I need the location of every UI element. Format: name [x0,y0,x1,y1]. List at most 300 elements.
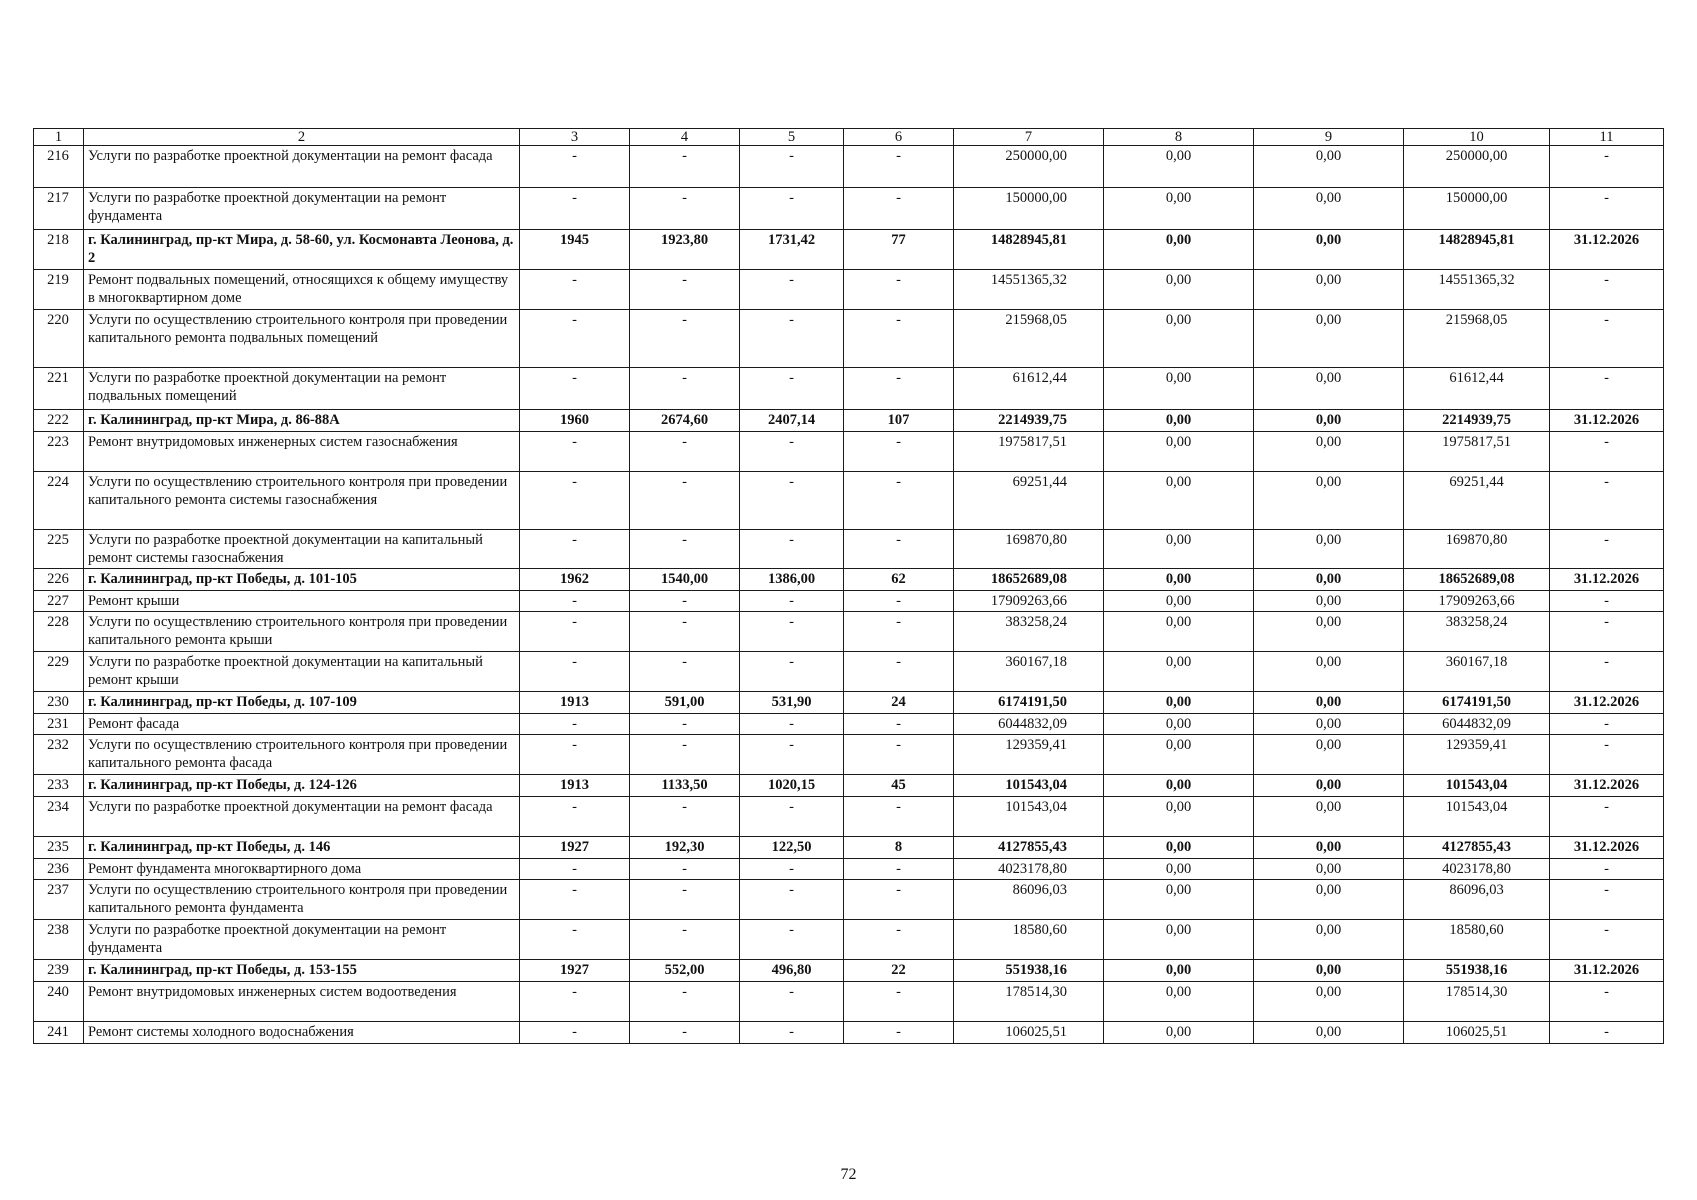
cell-residents: - [844,880,954,920]
cell-fund-1: 0,00 [1104,472,1254,530]
cell-cost-total: 178514,30 [954,982,1104,1022]
cell-living-area: - [740,368,844,410]
cell-total-area: - [630,612,740,652]
cell-year: 1913 [520,692,630,714]
work-name: г. Калининград, пр-кт Победы, д. 101-105 [84,569,520,591]
cell-fund-2: 0,00 [1254,775,1404,797]
cell-fund-1: 0,00 [1104,880,1254,920]
cell-cost-total: 4127855,43 [954,837,1104,859]
cell-fund-1: 0,00 [1104,920,1254,960]
cell-year: - [520,859,630,880]
cell-fund-1: 0,00 [1104,735,1254,775]
cell-owners-funds: 129359,41 [1404,735,1550,775]
cell-cost-total: 86096,03 [954,880,1104,920]
cell-total-area: 192,30 [630,837,740,859]
cell-fund-1: 0,00 [1104,432,1254,472]
cell-fund-1: 0,00 [1104,612,1254,652]
work-name: Услуги по разработке проектной документации на ремонт фасада [84,146,520,188]
row-number: 226 [34,569,84,591]
work-name: Услуги по осуществлению строительного контроля при проведении капитального ремонта подвальных помещений [84,310,520,368]
cell-living-area: 122,50 [740,837,844,859]
cell-living-area: 1020,15 [740,775,844,797]
cell-residents: 22 [844,960,954,982]
cell-residents: - [844,982,954,1022]
cell-living-area: - [740,859,844,880]
cell-deadline: - [1550,432,1664,472]
cell-fund-2: 0,00 [1254,472,1404,530]
work-name: Ремонт внутридомовых инженерных систем водоотведения [84,982,520,1022]
work-row [34,735,1664,775]
cell-total-area: - [630,982,740,1022]
cell-fund-2: 0,00 [1254,368,1404,410]
cell-total-area: 1923,80 [630,230,740,270]
cell-total-area: - [630,652,740,692]
cell-residents: - [844,530,954,569]
cell-fund-1: 0,00 [1104,692,1254,714]
cell-year: 1945 [520,230,630,270]
cell-fund-1: 0,00 [1104,714,1254,735]
cell-deadline: 31.12.2026 [1550,230,1664,270]
work-name: г. Калининград, пр-кт Победы, д. 107-109 [84,692,520,714]
row-number: 238 [34,920,84,960]
cell-fund-2: 0,00 [1254,188,1404,230]
cell-fund-1: 0,00 [1104,982,1254,1022]
cell-year: 1927 [520,960,630,982]
address-row [34,837,1664,859]
cell-fund-2: 0,00 [1254,1022,1404,1044]
cell-fund-2: 0,00 [1254,735,1404,775]
work-row [34,714,1664,735]
cell-year: - [520,880,630,920]
cell-owners-funds: 150000,00 [1404,188,1550,230]
address-row [34,775,1664,797]
cell-total-area: - [630,270,740,310]
cell-fund-2: 0,00 [1254,432,1404,472]
table-body [34,129,1664,1044]
row-number: 240 [34,982,84,1022]
cell-residents: - [844,188,954,230]
row-number: 233 [34,775,84,797]
row-number: 225 [34,530,84,569]
cell-owners-funds: 101543,04 [1404,775,1550,797]
cell-total-area: - [630,530,740,569]
row-number: 224 [34,472,84,530]
cell-deadline: 31.12.2026 [1550,775,1664,797]
cell-cost-total: 4023178,80 [954,859,1104,880]
row-number: 220 [34,310,84,368]
cell-owners-funds: 14551365,32 [1404,270,1550,310]
cell-deadline: - [1550,714,1664,735]
cell-living-area: - [740,146,844,188]
cell-total-area: - [630,714,740,735]
cell-residents: 107 [844,410,954,432]
cell-owners-funds: 61612,44 [1404,368,1550,410]
cell-year: - [520,432,630,472]
cell-fund-2: 0,00 [1254,530,1404,569]
capital-repair-table [33,128,1664,1044]
cell-cost-total: 18580,60 [954,920,1104,960]
cell-residents: - [844,612,954,652]
column-number: 3 [520,129,630,146]
work-name: Ремонт системы холодного водоснабжения [84,1022,520,1044]
cell-living-area: - [740,310,844,368]
cell-cost-total: 383258,24 [954,612,1104,652]
cell-cost-total: 1975817,51 [954,432,1104,472]
cell-fund-2: 0,00 [1254,230,1404,270]
work-name: г. Калининград, пр-кт Победы, д. 124-126 [84,775,520,797]
cell-owners-funds: 383258,24 [1404,612,1550,652]
column-number: 1 [34,129,84,146]
work-row [34,859,1664,880]
work-row [34,920,1664,960]
cell-year: - [520,270,630,310]
cell-total-area: - [630,591,740,612]
work-row [34,652,1664,692]
cell-fund-1: 0,00 [1104,859,1254,880]
cell-living-area: - [740,714,844,735]
cell-total-area: 552,00 [630,960,740,982]
cell-fund-2: 0,00 [1254,652,1404,692]
cell-residents: 45 [844,775,954,797]
cell-fund-2: 0,00 [1254,692,1404,714]
cell-deadline: 31.12.2026 [1550,410,1664,432]
row-number: 237 [34,880,84,920]
cell-cost-total: 101543,04 [954,797,1104,837]
cell-fund-2: 0,00 [1254,982,1404,1022]
page-number: 72 [840,1166,857,1183]
cell-owners-funds: 169870,80 [1404,530,1550,569]
work-row [34,591,1664,612]
cell-deadline: - [1550,368,1664,410]
cell-fund-1: 0,00 [1104,1022,1254,1044]
work-name: Ремонт подвальных помещений, относящихся к общему имуществу в многоквартирном доме [84,270,520,310]
work-row [34,982,1664,1022]
cell-owners-funds: 215968,05 [1404,310,1550,368]
cell-residents: - [844,310,954,368]
cell-owners-funds: 1975817,51 [1404,432,1550,472]
cell-residents: - [844,920,954,960]
cell-owners-funds: 178514,30 [1404,982,1550,1022]
cell-deadline: - [1550,797,1664,837]
cell-residents: - [844,146,954,188]
work-row [34,797,1664,837]
cell-cost-total: 6044832,09 [954,714,1104,735]
work-name: Услуги по разработке проектной документации на капитальный ремонт системы газоснабжения [84,530,520,569]
work-row [34,146,1664,188]
cell-owners-funds: 18652689,08 [1404,569,1550,591]
cell-year: - [520,612,630,652]
row-number: 231 [34,714,84,735]
cell-year: - [520,591,630,612]
cell-deadline: - [1550,188,1664,230]
cell-owners-funds: 551938,16 [1404,960,1550,982]
address-row [34,230,1664,270]
cell-total-area: 591,00 [630,692,740,714]
row-number: 221 [34,368,84,410]
cell-fund-2: 0,00 [1254,960,1404,982]
cell-owners-funds: 4023178,80 [1404,859,1550,880]
cell-total-area: - [630,146,740,188]
cell-fund-2: 0,00 [1254,310,1404,368]
cell-cost-total: 14551365,32 [954,270,1104,310]
address-row [34,410,1664,432]
row-number: 228 [34,612,84,652]
column-number: 10 [1404,129,1550,146]
cell-owners-funds: 250000,00 [1404,146,1550,188]
cell-deadline: 31.12.2026 [1550,837,1664,859]
cell-total-area: 1540,00 [630,569,740,591]
cell-deadline: - [1550,652,1664,692]
cell-living-area: - [740,270,844,310]
cell-deadline: - [1550,270,1664,310]
row-number: 241 [34,1022,84,1044]
column-number-row [34,129,1664,146]
row-number: 223 [34,432,84,472]
cell-cost-total: 69251,44 [954,472,1104,530]
cell-fund-2: 0,00 [1254,410,1404,432]
column-number: 7 [954,129,1104,146]
cell-total-area: - [630,920,740,960]
cell-cost-total: 14828945,81 [954,230,1104,270]
cell-owners-funds: 6044832,09 [1404,714,1550,735]
cell-fund-1: 0,00 [1104,410,1254,432]
cell-living-area: - [740,1022,844,1044]
work-row [34,880,1664,920]
work-row [34,270,1664,310]
address-row [34,569,1664,591]
work-row [34,188,1664,230]
work-row [34,368,1664,410]
cell-year: - [520,530,630,569]
cell-owners-funds: 69251,44 [1404,472,1550,530]
cell-fund-1: 0,00 [1104,837,1254,859]
cell-fund-1: 0,00 [1104,188,1254,230]
row-number: 229 [34,652,84,692]
cell-residents: 8 [844,837,954,859]
cell-total-area: - [630,735,740,775]
cell-deadline: 31.12.2026 [1550,569,1664,591]
cell-cost-total: 2214939,75 [954,410,1104,432]
work-name: Услуги по разработке проектной документации на ремонт фасада [84,797,520,837]
cell-fund-2: 0,00 [1254,612,1404,652]
cell-residents: - [844,797,954,837]
cell-fund-1: 0,00 [1104,960,1254,982]
cell-year: - [520,920,630,960]
cell-living-area: - [740,530,844,569]
cell-residents: - [844,432,954,472]
cell-living-area: - [740,735,844,775]
cell-fund-2: 0,00 [1254,714,1404,735]
work-row [34,310,1664,368]
cell-fund-1: 0,00 [1104,797,1254,837]
cell-total-area: - [630,880,740,920]
row-number: 234 [34,797,84,837]
cell-residents: - [844,1022,954,1044]
address-row [34,692,1664,714]
work-name: Услуги по разработке проектной документации на ремонт фундамента [84,920,520,960]
cell-cost-total: 129359,41 [954,735,1104,775]
cell-residents: 77 [844,230,954,270]
column-number: 2 [84,129,520,146]
cell-year: 1913 [520,775,630,797]
cell-owners-funds: 6174191,50 [1404,692,1550,714]
work-name: Услуги по осуществлению строительного контроля при проведении капитального ремонта фундамента [84,880,520,920]
work-name: Ремонт фундамента многоквартирного дома [84,859,520,880]
cell-fund-1: 0,00 [1104,368,1254,410]
work-name: Услуги по осуществлению строительного контроля при проведении капитального ремонта системы газоснабжения [84,472,520,530]
cell-owners-funds: 2214939,75 [1404,410,1550,432]
cell-owners-funds: 360167,18 [1404,652,1550,692]
cell-deadline: - [1550,880,1664,920]
work-row [34,530,1664,569]
row-number: 230 [34,692,84,714]
cell-cost-total: 169870,80 [954,530,1104,569]
cell-year: - [520,652,630,692]
work-name: Услуги по осуществлению строительного контроля при проведении капитального ремонта крыши [84,612,520,652]
cell-deadline: - [1550,982,1664,1022]
cell-year: - [520,982,630,1022]
column-number: 4 [630,129,740,146]
work-name: Ремонт внутридомовых инженерных систем газоснабжения [84,432,520,472]
cell-cost-total: 17909263,66 [954,591,1104,612]
cell-total-area: - [630,797,740,837]
cell-deadline: - [1550,735,1664,775]
cell-cost-total: 551938,16 [954,960,1104,982]
cell-fund-1: 0,00 [1104,652,1254,692]
cell-residents: 24 [844,692,954,714]
cell-living-area: - [740,612,844,652]
row-number: 219 [34,270,84,310]
cell-fund-2: 0,00 [1254,920,1404,960]
cell-owners-funds: 86096,03 [1404,880,1550,920]
row-number: 217 [34,188,84,230]
register-sheet [33,128,1663,1044]
cell-living-area: - [740,432,844,472]
cell-year: - [520,188,630,230]
work-name: Ремонт крыши [84,591,520,612]
cell-living-area: - [740,188,844,230]
cell-living-area: 531,90 [740,692,844,714]
cell-year: 1927 [520,837,630,859]
work-name: Услуги по разработке проектной документации на ремонт фундамента [84,188,520,230]
cell-owners-funds: 101543,04 [1404,797,1550,837]
cell-deadline: - [1550,530,1664,569]
cell-deadline: - [1550,859,1664,880]
cell-fund-1: 0,00 [1104,775,1254,797]
cell-fund-2: 0,00 [1254,837,1404,859]
cell-living-area: 496,80 [740,960,844,982]
cell-deadline: 31.12.2026 [1550,692,1664,714]
work-row [34,472,1664,530]
cell-cost-total: 215968,05 [954,310,1104,368]
cell-fund-1: 0,00 [1104,591,1254,612]
cell-year: - [520,368,630,410]
cell-cost-total: 61612,44 [954,368,1104,410]
work-name: Услуги по разработке проектной документации на капитальный ремонт крыши [84,652,520,692]
cell-residents: - [844,652,954,692]
cell-residents: 62 [844,569,954,591]
cell-cost-total: 106025,51 [954,1022,1104,1044]
work-name: г. Калининград, пр-кт Победы, д. 153-155 [84,960,520,982]
work-name: г. Калининград, пр-кт Мира, д. 86-88А [84,410,520,432]
cell-year: - [520,310,630,368]
work-name: г. Калининград, пр-кт Мира, д. 58-60, ул. Космонавта Леонова, д. 2 [84,230,520,270]
cell-cost-total: 250000,00 [954,146,1104,188]
row-number: 239 [34,960,84,982]
cell-total-area: - [630,472,740,530]
cell-owners-funds: 18580,60 [1404,920,1550,960]
cell-residents: - [844,735,954,775]
row-number: 235 [34,837,84,859]
cell-residents: - [844,591,954,612]
cell-fund-2: 0,00 [1254,270,1404,310]
cell-fund-2: 0,00 [1254,146,1404,188]
column-number: 6 [844,129,954,146]
cell-total-area: - [630,368,740,410]
cell-year: 1962 [520,569,630,591]
cell-fund-2: 0,00 [1254,591,1404,612]
cell-deadline: - [1550,920,1664,960]
address-row [34,960,1664,982]
cell-deadline: - [1550,472,1664,530]
cell-total-area: - [630,432,740,472]
cell-deadline: - [1550,146,1664,188]
work-name: Услуги по разработке проектной документации на ремонт подвальных помещений [84,368,520,410]
work-name: Услуги по осуществлению строительного контроля при проведении капитального ремонта фасада [84,735,520,775]
cell-total-area: 1133,50 [630,775,740,797]
cell-living-area: - [740,652,844,692]
cell-fund-2: 0,00 [1254,859,1404,880]
cell-year: - [520,735,630,775]
cell-deadline: 31.12.2026 [1550,960,1664,982]
cell-cost-total: 360167,18 [954,652,1104,692]
cell-fund-2: 0,00 [1254,797,1404,837]
column-number: 9 [1254,129,1404,146]
cell-total-area: - [630,1022,740,1044]
work-row [34,1022,1664,1044]
cell-living-area: 1386,00 [740,569,844,591]
cell-residents: - [844,270,954,310]
cell-living-area: - [740,797,844,837]
row-number: 227 [34,591,84,612]
cell-deadline: - [1550,1022,1664,1044]
cell-total-area: - [630,188,740,230]
cell-residents: - [844,368,954,410]
row-number: 222 [34,410,84,432]
row-number: 216 [34,146,84,188]
cell-fund-1: 0,00 [1104,230,1254,270]
cell-living-area: 2407,14 [740,410,844,432]
work-name: Ремонт фасада [84,714,520,735]
cell-living-area: - [740,472,844,530]
cell-fund-2: 0,00 [1254,569,1404,591]
cell-year: - [520,1022,630,1044]
cell-year: - [520,797,630,837]
cell-fund-2: 0,00 [1254,880,1404,920]
cell-owners-funds: 106025,51 [1404,1022,1550,1044]
row-number: 232 [34,735,84,775]
cell-year: - [520,146,630,188]
row-number: 236 [34,859,84,880]
cell-owners-funds: 4127855,43 [1404,837,1550,859]
row-number: 218 [34,230,84,270]
cell-residents: - [844,714,954,735]
column-number: 5 [740,129,844,146]
column-number: 11 [1550,129,1664,146]
cell-cost-total: 101543,04 [954,775,1104,797]
cell-deadline: - [1550,612,1664,652]
cell-total-area: - [630,859,740,880]
